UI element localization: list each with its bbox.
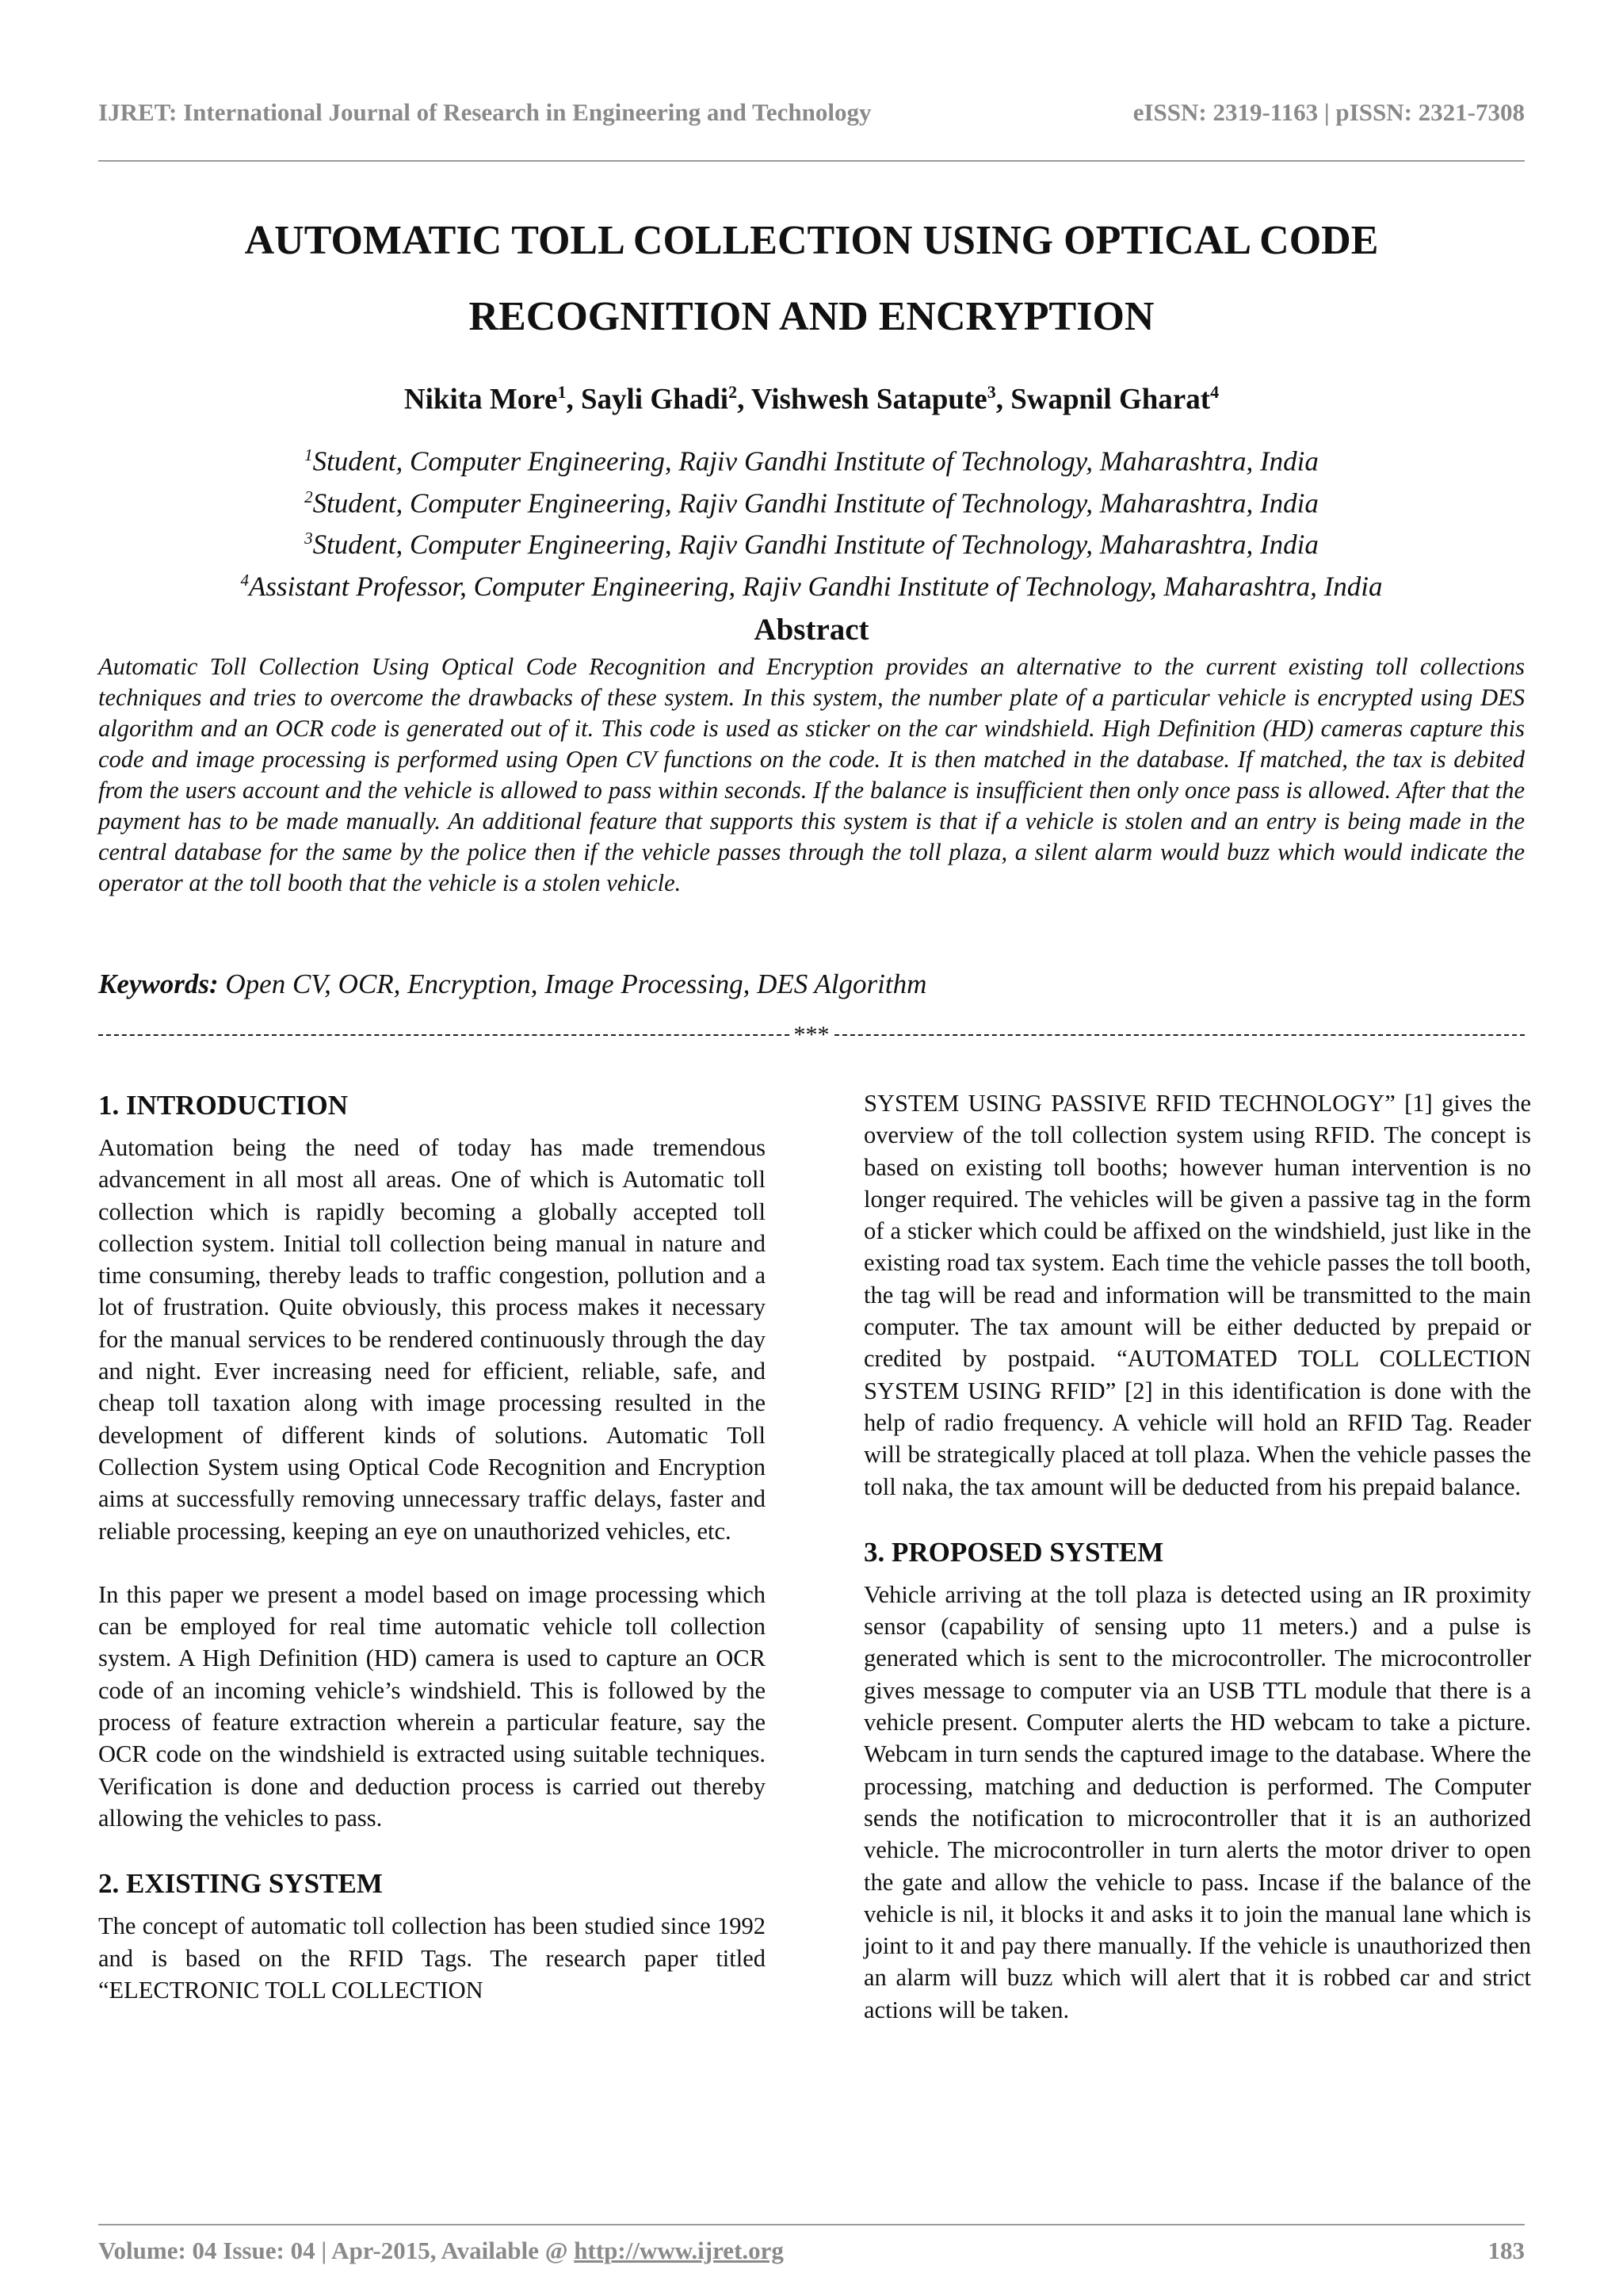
affiliation-text: Assistant Professor, Computer Engineering, Rajiv Gandhi Institute of Technology, Maharashtra, India [249, 571, 1383, 602]
footer-volume-text: Volume: 04 Issue: 04 | Apr-2015, Available @ [98, 2237, 575, 2264]
right-column [864, 1087, 1531, 2057]
abstract-heading: Abstract [754, 613, 869, 647]
abstract-text: Automatic Toll Collection Using Optical Code Recognition and Encryption provides an alternative to the current existing toll collections techniques and tries to overcome the drawbacks of these system. In this system, the number plate of a particular vehicle is encrypted using DES algorithm and an OCR code is generated out of it. This code is used as sticker on the car windshield. High Definition (HD) cameras capture this code and image processing is performed using Open CV functions on the code. It is then matched in the database. If matched, the tax is debited from the users account and the vehicle is allowed to pass within seconds. If the balance is insufficient then only once pass is allowed. After that the payment has to be made manually. An additional feature that supports this system is that if a vehicle is stolen and an entry is being made in the central database for the same by the police then if the vehicle passes through the toll plaza, a silent alarm would buzz which would indicate the operator at the toll booth that the vehicle is a stolen vehicle. [98, 653, 1525, 896]
affiliation-text: Student, Computer Engineering, Rajiv Gandhi Institute of Technology, Maharashtra, India [312, 445, 1319, 477]
page-number: 183 [1487, 2237, 1525, 2264]
affiliation [98, 479, 1525, 521]
affiliation [98, 563, 1525, 605]
section-heading-proposed-system: 3. PROPOSED SYSTEM [864, 1536, 1164, 1568]
issn: eISSN: 2319-1163 | pISSN: 2321-7308 [1132, 98, 1525, 126]
header-rule [98, 160, 1525, 162]
title-line-1: AUTOMATIC TOLL COLLECTION USING OPTICAL CODE [244, 218, 1379, 263]
paragraph: In this paper we present a model based on image processing which can be employed for real time automatic vehicle toll collection system. A High Definition (HD) camera is used to capture an OCR code of an incoming vehicle’s windshield. This is followed by the process of feature extraction wherein a particular feature, say the OCR code on the windshield is extracted using suitable techniques. Verification is done and deduction process is carried out thereby allowing the vehicles to pass. [98, 1580, 766, 1832]
section-separator [98, 1019, 1525, 1051]
author-sup: 4 [1210, 382, 1220, 402]
journal-name: IJRET: International Journal of Research in Engineering and Technology [98, 98, 872, 126]
author-sup: 2 [728, 382, 738, 402]
keywords-label: Keywords: [98, 968, 219, 999]
title-line-2: RECOGNITION AND ENCRYPTION [468, 294, 1155, 339]
footer-rule [98, 2224, 1525, 2225]
section-heading-introduction: 1. INTRODUCTION [98, 1090, 349, 1121]
separator-stars: *** [793, 1022, 830, 1048]
affiliation-sup: 4 [240, 570, 250, 590]
paper-title [98, 203, 1525, 355]
paragraph: Automation being the need of today has made tremendous advancement in all most all areas. One of which is Automatic toll collection which is rapidly becoming a globally accepted toll collection system. Initial toll collection being manual in nature and time consuming, thereby leads to traffic congestion, pollution and a lot of frustration. Quite obviously, this process makes it necessary for the manual services to be rendered continuously through the day and night. Ever increasing need for efficient, reliable, safe, and cheap toll taxation along with image processing resulted in the development of different kinds of solutions. Automatic Toll Collection System using Optical Code Recognition and Encryption aims at successfully removing unnecessary traffic delays, faster and reliable processing, keeping an eye on unauthorized vehicles, etc. [98, 1134, 766, 1545]
affiliation-sup: 1 [304, 445, 313, 464]
journal-link[interactable]: http://www.ijret.org [574, 2237, 784, 2264]
affiliation-text: Student, Computer Engineering, Rajiv Gandhi Institute of Technology, Maharashtra, India [312, 487, 1319, 519]
footer-volume [98, 2237, 784, 2265]
left-column [98, 1087, 766, 2038]
keywords-text: Open CV, OCR, Encryption, Image Processing, DES Algorithm [225, 968, 927, 999]
author-name: Vishwesh Satapute [750, 383, 987, 416]
affiliation [98, 437, 1525, 479]
paragraph: Vehicle arriving at the toll plaza is detected using an IR proximity sensor (capability of sensing upto 11 meters.) and a pulse is generated which is sent to the microcontroller. The microcontroller gives message to computer via an USB TTL module that there is a vehicle present. Computer alerts the HD webcam to take a picture. Webcam in turn sends the captured image to the database. Where the processing, matching and deduction is performed. The Computer sends the notification to microcontroller that it is an authorized vehicle. The microcontroller in turn alerts the motor driver to open the gate and allow the vehicle to pass. Incase if the balance of the vehicle is nil, it blocks it and asks it to join the manual lane which is joint to it and pay there manually. If the vehicle is unauthorized then an alarm will buzz which will alert that it is robbed car and strict actions will be taken. [864, 1580, 1531, 2023]
paragraph: SYSTEM USING PASSIVE RFID TECHNOLOGY” [1] gives the overview of the toll collection system using RFID. The concept is based on existing toll booths; however human intervention is no longer required. The vehicles will be given a passive tag in the form of a sticker which could be affixed on the windshield, just like in the existing road tax system. Each time the vehicle passes the toll booth, the tag will be read and information will be transmitted to the main computer. The tax amount will be either deducted by prepaid or credited by postpaid. “AUTOMATED TOLL COLLECTION SYSTEM USING RFID” [2] in this identification is done with the help of radio frequency. A vehicle will hold an RFID Tag. Reader will be strategically placed at toll plaza. When the vehicle passes the toll naka, the tax amount will be deducted from his prepaid balance. [864, 1090, 1531, 1500]
author-name: Swapnil Gharat [1010, 383, 1211, 416]
author-name: Sayli Ghadi [580, 383, 729, 416]
affiliation-text: Student, Computer Engineering, Rajiv Gandhi Institute of Technology, Maharashtra, India [312, 529, 1319, 560]
author-name: Nikita More [403, 383, 558, 416]
affiliation [98, 521, 1525, 563]
affiliation-list [98, 437, 1525, 605]
paragraph: The concept of automatic toll collection has been studied since 1992 and is based on the RFID Tags. The research paper titled “ELECTRONIC TOLL COLLECTION [98, 1912, 766, 2004]
separator-dash-left [98, 1034, 789, 1036]
running-header [98, 98, 1525, 127]
section-heading-existing-system: 2. EXISTING SYSTEM [98, 1868, 383, 1900]
page-footer [98, 2237, 1525, 2265]
author-sup: 3 [987, 382, 996, 402]
keywords [98, 968, 1525, 1000]
author-sup: 1 [557, 382, 567, 402]
affiliation-sup: 3 [304, 529, 313, 548]
author-list: Nikita More$^1$, Sayli Ghadi$^2$, Vishwesh Satapute$^3$, Swapnil Gharat$^4$ [403, 382, 1220, 416]
separator-dash-right [834, 1034, 1526, 1036]
affiliation-sup: 2 [304, 487, 313, 506]
